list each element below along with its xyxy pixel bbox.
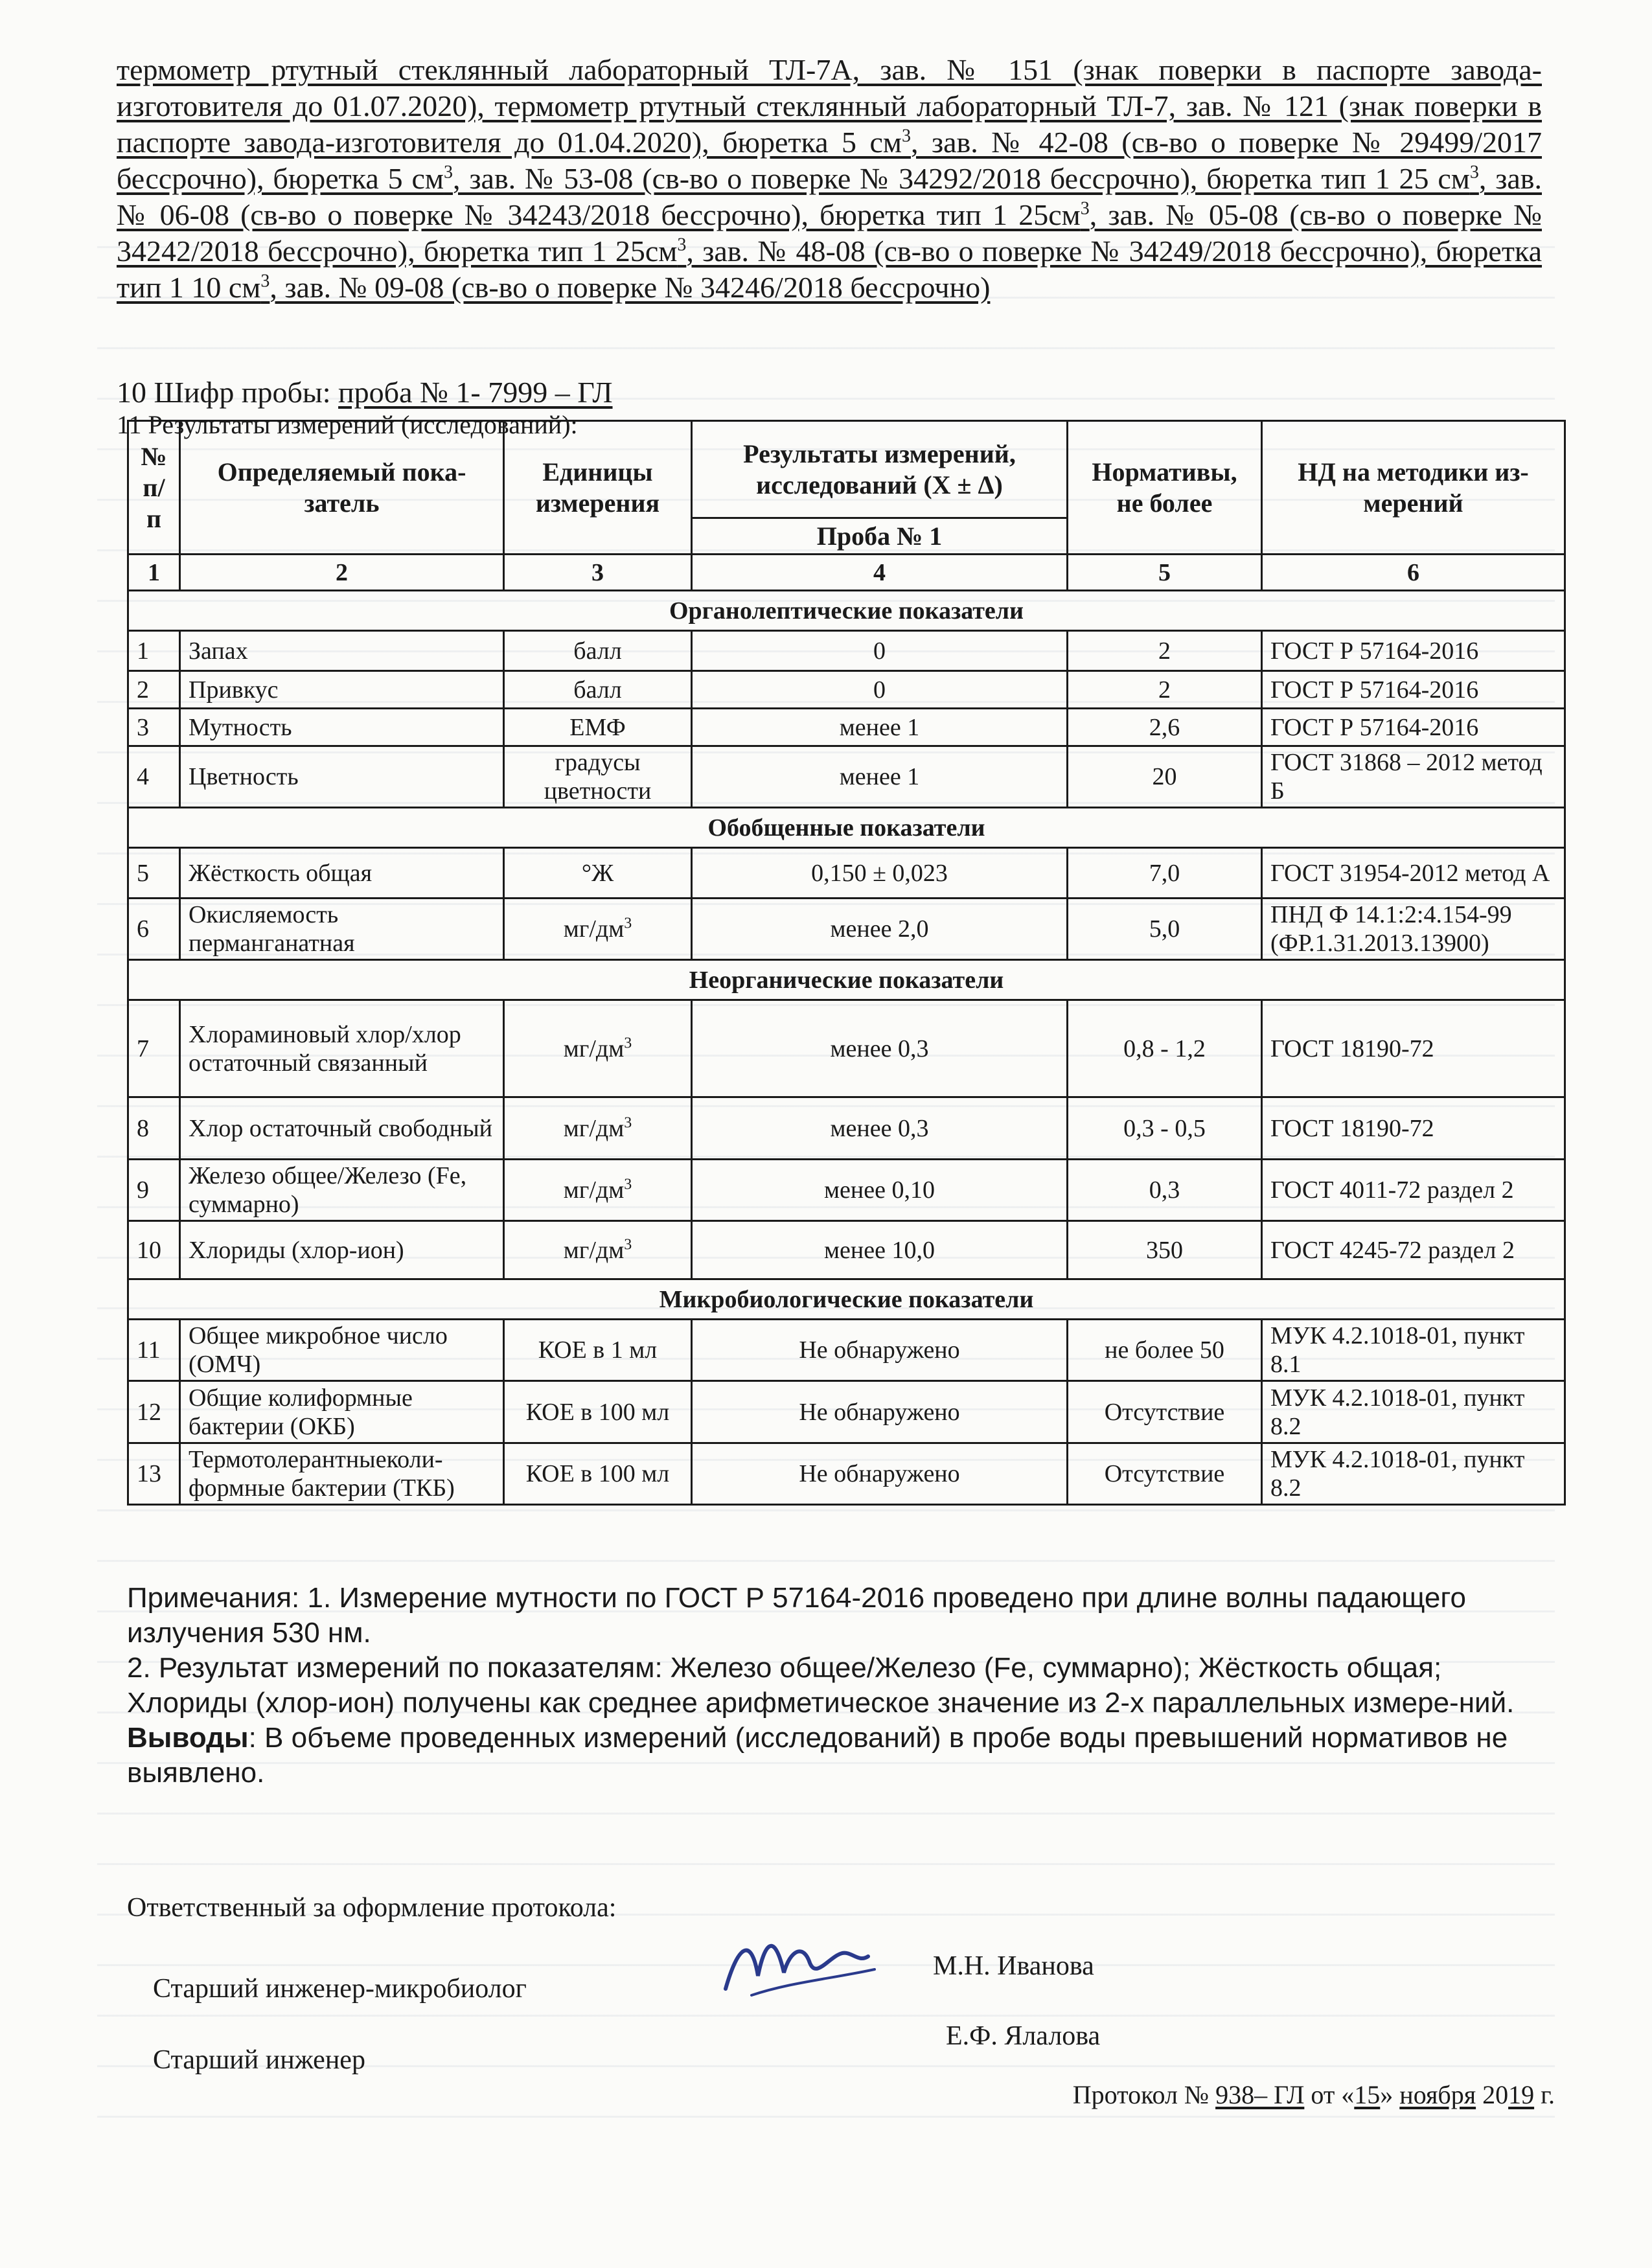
cell-result [692, 1097, 1068, 1160]
cell-unit [504, 709, 692, 746]
cell-num-text: 3 [137, 713, 149, 741]
header-units: Единицы измерения [504, 421, 692, 555]
cell-indicator [180, 1000, 504, 1097]
section-row [128, 591, 1565, 631]
cell-norm-text: Отсутствие [1104, 1460, 1225, 1487]
intro-text: , зав. № 42-08 (св-во о поверке № 29499/2017 бессрочно), бюретка 5 см [117, 126, 1543, 195]
cell-norm [1068, 1000, 1262, 1097]
cell-norm-text: 20 [1152, 763, 1177, 790]
footer-day: 15 [1354, 2080, 1381, 2109]
intro-text: , зав. № 48-08 (св-во о поверке № 34249/2018 бессрочно), бюретка тип 1 10 см [117, 235, 1543, 304]
cell-unit [504, 1097, 692, 1160]
col-number: 6 [1262, 555, 1565, 591]
table-row [128, 1381, 1565, 1443]
table-row [128, 1443, 1565, 1505]
cell-unit-text: °Ж [581, 859, 614, 887]
cell-indicator-text: Окисляемость перманганатная [189, 901, 355, 957]
cell-result [692, 746, 1068, 808]
cell-indicator [180, 746, 504, 808]
cell-unit-text: мг/дм [563, 1035, 625, 1062]
cell-method-text: ГОСТ Р 57164-2016 [1270, 713, 1479, 741]
cell-indicator-text: Мутность [189, 713, 292, 741]
cell-method-text: ГОСТ 18190-72 [1270, 1035, 1434, 1062]
header-sample: Проба № 1 [692, 518, 1068, 555]
cell-result [692, 631, 1068, 671]
cell-norm [1068, 848, 1262, 899]
cell-norm-text: 7,0 [1149, 859, 1180, 887]
cell-method [1262, 1221, 1565, 1279]
cell-indicator-text: Общие колиформные бактерии (ОКБ) [189, 1384, 413, 1440]
cell-result [692, 848, 1068, 899]
cell-unit [504, 631, 692, 671]
cell-method [1262, 1443, 1565, 1505]
protocol-footer [1073, 2079, 1555, 2110]
table-row [128, 709, 1565, 746]
cell-method [1262, 671, 1565, 709]
cell-unit-text: КОЕ в 100 мл [525, 1398, 670, 1426]
cell-result [692, 671, 1068, 709]
cell-method [1262, 1097, 1565, 1160]
cell-norm-text: 5,0 [1149, 915, 1180, 943]
cell-num [128, 1000, 180, 1097]
note-1: Примечания: 1. Измерение мутности по ГОСТ Р 57164-2016 проведено при длине волны падающего излучения 530 нм. [127, 1582, 1466, 1649]
cell-result-text: Не обнаружено [799, 1336, 960, 1364]
cell-norm [1068, 1381, 1262, 1443]
cell-num-text: 10 [137, 1236, 161, 1264]
cell-indicator-text: Привкус [189, 676, 279, 704]
cell-unit [504, 899, 692, 960]
cell-num [128, 1221, 180, 1279]
conclusion [127, 1721, 1552, 1791]
unit-superscript: 3 [624, 1034, 632, 1051]
table-row [128, 631, 1565, 671]
cell-result-text: менее 0,3 [830, 1114, 929, 1142]
cell-norm [1068, 1443, 1262, 1505]
cell-norm-text: 0,3 [1149, 1176, 1180, 1204]
cell-indicator-text: Цветность [189, 763, 299, 790]
sample-code-label: 10 Шифр пробы: [117, 376, 339, 409]
cell-result-text: 0,150 ± 0,023 [811, 859, 948, 887]
superscript: 3 [444, 162, 453, 183]
intro-text: термометр ртутный стеклянный лабораторный ТЛ-7А, зав. № 151 (знак поверки в паспорте завода-изготовителя до 01.07.2020), термометр ртутный стеклянный лабораторный ТЛ-7, зав. № 121 (знак поверки в паспорте завода-изготовителя до 01.04.2020), бюретка 5 см [117, 53, 1542, 159]
cell-num-text: 6 [137, 915, 149, 943]
cell-num [128, 1097, 180, 1160]
cell-indicator-text: Хлориды (хлор-ион) [189, 1236, 404, 1264]
footer-year: 19 [1508, 2080, 1535, 2109]
signature-role-1: Старший инженер-микробиолог [153, 1974, 527, 2004]
cell-num [128, 1443, 180, 1505]
cell-method [1262, 631, 1565, 671]
section-title: Неорганические показатели [128, 960, 1565, 1000]
cell-indicator [180, 1221, 504, 1279]
cell-method-text: ГОСТ 31868 – 2012 метод Б [1270, 749, 1543, 805]
cell-unit [504, 1443, 692, 1505]
table-row [128, 848, 1565, 899]
cell-method [1262, 709, 1565, 746]
cell-unit [504, 848, 692, 899]
superscript: 3 [260, 271, 270, 292]
cell-indicator [180, 848, 504, 899]
cell-indicator-text: Запах [189, 637, 248, 665]
cell-method-text: МУК 4.2.1018-01, пункт 8.2 [1270, 1446, 1525, 1502]
cell-result [692, 709, 1068, 746]
cell-result-text: менее 2,0 [830, 915, 929, 943]
cell-unit-text: КОЕ в 100 мл [525, 1460, 670, 1487]
cell-unit-text: мг/дм [563, 1236, 625, 1264]
section-row [128, 1279, 1565, 1320]
cell-norm-text: 0,3 - 0,5 [1123, 1114, 1206, 1142]
cell-unit-text: мг/дм [563, 1176, 625, 1204]
header-norm: Нормативы, не более [1068, 421, 1262, 555]
cell-norm-text: 350 [1146, 1236, 1183, 1264]
signature-role-2: Старший инженер [153, 2045, 365, 2075]
section-row [128, 808, 1565, 848]
cell-result [692, 1443, 1068, 1505]
header-num: № п/п [128, 421, 180, 555]
instruments-paragraph [117, 52, 1542, 306]
cell-method [1262, 1000, 1565, 1097]
cell-indicator [180, 631, 504, 671]
unit-superscript: 3 [624, 1235, 632, 1253]
footer-text: » [1380, 2080, 1400, 2109]
cell-unit [504, 1381, 692, 1443]
section-title: Обобщенные показатели [128, 808, 1565, 848]
cell-indicator [180, 1381, 504, 1443]
cell-indicator [180, 1320, 504, 1381]
cell-unit-text: ЕМФ [569, 713, 626, 741]
cell-num-text: 12 [137, 1398, 161, 1426]
cell-num-text: 13 [137, 1460, 161, 1487]
sample-code-line [117, 374, 613, 411]
cell-indicator-text: Жёсткость общая [189, 859, 373, 887]
cell-unit-text: градусы цветности [544, 749, 652, 805]
cell-norm [1068, 899, 1262, 960]
cell-num-text: 9 [137, 1176, 149, 1204]
cell-result-text: 0 [873, 637, 886, 665]
cell-method-text: ГОСТ Р 57164-2016 [1270, 637, 1479, 665]
intro-text: , зав. № 09-08 (св-во о поверке № 34246/2018 бессрочно) [270, 271, 991, 304]
cell-unit-text: мг/дм [563, 915, 625, 943]
col-number: 3 [504, 555, 692, 591]
cell-method-text: ГОСТ Р 57164-2016 [1270, 676, 1479, 704]
cell-unit-text: мг/дм [563, 1114, 625, 1142]
cell-num-text: 5 [137, 859, 149, 887]
cell-result [692, 1381, 1068, 1443]
cell-method [1262, 848, 1565, 899]
header-result: Результаты измерений, исследований (X ± Δ) [692, 421, 1068, 518]
footer-text: 20 [1476, 2080, 1509, 2109]
col-number: 5 [1068, 555, 1262, 591]
superscript: 3 [1469, 162, 1479, 183]
cell-indicator [180, 671, 504, 709]
cell-num-text: 1 [137, 637, 149, 665]
footer-text: от « [1304, 2080, 1355, 2109]
cell-num-text: 2 [137, 676, 149, 704]
cell-norm-text: 2,6 [1149, 713, 1180, 741]
unit-superscript: 3 [624, 1176, 632, 1193]
column-numbers-row [128, 555, 1565, 591]
responsible-label: Ответственный за оформление протокола: [127, 1893, 617, 1923]
cell-result [692, 1160, 1068, 1221]
cell-method [1262, 899, 1565, 960]
cell-result [692, 1000, 1068, 1097]
notes-block [127, 1581, 1552, 1791]
cell-result-text: Не обнаружено [799, 1398, 960, 1426]
cell-result-text: менее 10,0 [824, 1236, 935, 1264]
cell-norm [1068, 671, 1262, 709]
footer-month: ноября [1399, 2080, 1476, 2109]
cell-indicator-text: Хлор остаточный свободный [189, 1114, 492, 1142]
cell-method-text: ГОСТ 31954-2012 метод А [1270, 859, 1550, 887]
cell-result [692, 899, 1068, 960]
cell-method [1262, 746, 1565, 808]
cell-num-text: 4 [137, 763, 149, 790]
cell-method-text: ГОСТ 4011-72 раздел 2 [1270, 1176, 1514, 1204]
col-number: 4 [692, 555, 1068, 591]
table-row [128, 1000, 1565, 1097]
cell-num [128, 899, 180, 960]
cell-num [128, 1160, 180, 1221]
cell-num [128, 1381, 180, 1443]
conclusion-label: Выводы [127, 1722, 249, 1754]
footer-text: г. [1534, 2080, 1555, 2109]
results-heading: 11 Результаты измерений (исследований): [117, 410, 578, 439]
superscript: 3 [902, 126, 911, 146]
cell-num [128, 631, 180, 671]
cell-indicator [180, 899, 504, 960]
cell-indicator [180, 1443, 504, 1505]
cell-indicator [180, 709, 504, 746]
cell-result-text: 0 [873, 676, 886, 704]
cell-indicator-text: Железо общее/Железо (Fe, суммарно) [189, 1162, 467, 1218]
cell-method-text: МУК 4.2.1018-01, пункт 8.1 [1270, 1322, 1525, 1378]
col-number: 1 [128, 555, 180, 591]
table-row [128, 1160, 1565, 1221]
cell-unit [504, 671, 692, 709]
cell-unit-text: КОЕ в 1 мл [538, 1336, 658, 1364]
header-indicator: Определяемый пока-затель [180, 421, 504, 555]
cell-num [128, 746, 180, 808]
cell-norm [1068, 1160, 1262, 1221]
cell-unit [504, 1221, 692, 1279]
cell-unit [504, 1000, 692, 1097]
cell-method-text: ПНД Ф 14.1:2:4.154-99 (ФР.1.31.2013.13900) [1270, 901, 1512, 957]
cell-num-text: 11 [137, 1336, 161, 1364]
cell-num [128, 1320, 180, 1381]
cell-method-text: МУК 4.2.1018-01, пункт 8.2 [1270, 1384, 1525, 1440]
cell-result [692, 1221, 1068, 1279]
table-header-row [128, 421, 1565, 518]
table-row [128, 746, 1565, 808]
signature-name-2: Е.Ф. Ялалова [946, 2021, 1101, 2051]
cell-norm [1068, 1320, 1262, 1381]
cell-method [1262, 1381, 1565, 1443]
cell-result-text: Не обнаружено [799, 1460, 960, 1487]
section-title: Микробиологические показатели [128, 1279, 1565, 1320]
unit-superscript: 3 [624, 915, 632, 932]
cell-method [1262, 1160, 1565, 1221]
cell-norm-text: 0,8 - 1,2 [1123, 1035, 1206, 1062]
cell-num-text: 7 [137, 1035, 149, 1062]
section-row [128, 960, 1565, 1000]
cell-norm [1068, 1221, 1262, 1279]
cell-indicator-text: Термотолерантныеколи-формные бактерии (ТКБ) [189, 1446, 455, 1502]
cell-norm [1068, 709, 1262, 746]
cell-norm [1068, 746, 1262, 808]
cell-result-text: менее 0,10 [824, 1176, 935, 1204]
sample-code-value: проба № 1- 7999 – ГЛ [338, 376, 613, 409]
unit-superscript: 3 [624, 1114, 632, 1131]
superscript: 3 [1080, 198, 1090, 219]
cell-method-text: ГОСТ 18190-72 [1270, 1114, 1434, 1142]
header-method: НД на методики из-мерений [1262, 421, 1565, 555]
cell-norm-text: не более 50 [1105, 1336, 1224, 1364]
cell-unit-text: балл [573, 637, 622, 665]
cell-indicator-text: Хлораминовый хлор/хлор остаточный связанный [189, 1020, 461, 1077]
cell-result-text: менее 1 [839, 763, 920, 790]
cell-num [128, 671, 180, 709]
cell-result [692, 1320, 1068, 1381]
cell-unit [504, 1160, 692, 1221]
results-table [127, 420, 1566, 1506]
conclusion-text: : В объеме проведенных измерений (исследований) в пробе воды превышений нормативов не выявлено. [127, 1722, 1508, 1789]
signature-name-1: М.Н. Иванова [933, 1951, 1094, 1981]
superscript: 3 [677, 235, 687, 255]
note-2: 2. Результат измерений по показателям: Железо общее/Железо (Fe, суммарно); Жёсткость общая; Хлориды (хлор-ион) получены как среднее арифметическое значение из 2-х параллельных измере-ний. [127, 1652, 1515, 1719]
intro-text: , зав. № 05-08 (св-во о поверке № 34242/2018 бессрочно), бюретка тип 1 25см [117, 198, 1542, 268]
cell-norm-text: Отсутствие [1104, 1398, 1225, 1426]
col-number: 2 [180, 555, 504, 591]
cell-num [128, 709, 180, 746]
table-row [128, 1320, 1565, 1381]
cell-norm-text: 2 [1158, 637, 1171, 665]
intro-text: , зав. № 06-08 (св-во о поверке № 34243/2018 бессрочно), бюретка тип 1 25см [117, 162, 1542, 231]
cell-method-text: ГОСТ 4245-72 раздел 2 [1270, 1236, 1515, 1264]
cell-unit [504, 1320, 692, 1381]
cell-result-text: менее 0,3 [830, 1035, 929, 1062]
footer-number: 938– ГЛ [1215, 2080, 1305, 2109]
table-row [128, 671, 1565, 709]
footer-text: Протокол № [1072, 2080, 1216, 2109]
cell-indicator [180, 1160, 504, 1221]
cell-method [1262, 1320, 1565, 1381]
cell-indicator-text: Общее микробное число (ОМЧ) [189, 1322, 448, 1378]
table-row [128, 899, 1565, 960]
cell-norm [1068, 631, 1262, 671]
cell-unit-text: балл [573, 676, 622, 704]
cell-num [128, 848, 180, 899]
intro-text: , зав. № 53-08 (св-во о поверке № 34292/2018 бессрочно), бюретка тип 1 25 см [453, 162, 1470, 195]
cell-num-text: 8 [137, 1114, 149, 1142]
cell-norm [1068, 1097, 1262, 1160]
handwritten-signature [713, 1918, 881, 2008]
cell-indicator [180, 1097, 504, 1160]
cell-norm-text: 2 [1158, 676, 1171, 704]
cell-unit [504, 746, 692, 808]
table-row [128, 1221, 1565, 1279]
table-row [128, 1097, 1565, 1160]
section-title: Органолептические показатели [128, 591, 1565, 631]
cell-result-text: менее 1 [839, 713, 920, 741]
